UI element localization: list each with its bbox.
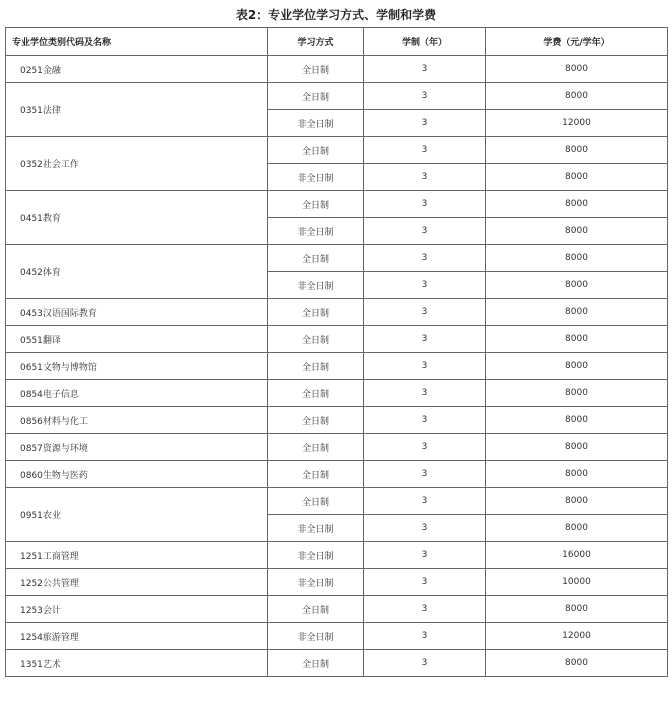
table-row <box>6 569 668 596</box>
duration-cell: 3 <box>364 488 486 515</box>
duration-cell: 3 <box>364 407 486 434</box>
tuition-cell: 8000 <box>486 650 668 677</box>
program-name-cell: 0860生物与医药 <box>6 461 268 488</box>
program-name-cell: 0351法律 <box>6 83 268 137</box>
study-mode-cell: 全日制 <box>268 326 364 353</box>
study-mode-cell: 非全日制 <box>268 218 364 245</box>
table-title: 表2：专业学位学习方式、学制和学费 <box>235 8 437 22</box>
tuition-cell: 8000 <box>486 461 668 488</box>
tuition-cell: 8000 <box>486 326 668 353</box>
table-row <box>6 380 668 407</box>
duration-cell: 3 <box>364 164 486 191</box>
study-mode-cell: 全日制 <box>268 488 364 515</box>
table-row <box>6 461 668 488</box>
duration-cell: 3 <box>364 56 486 83</box>
tuition-table <box>5 27 668 677</box>
tuition-cell: 8000 <box>486 299 668 326</box>
tuition-cell: 8000 <box>486 191 668 218</box>
duration-cell: 3 <box>364 137 486 164</box>
study-mode-cell: 全日制 <box>268 407 364 434</box>
study-mode-cell: 非全日制 <box>268 110 364 137</box>
table-row <box>6 407 668 434</box>
program-name-cell: 0854电子信息 <box>6 380 268 407</box>
table-row <box>6 623 668 650</box>
table-row <box>6 56 668 83</box>
header-program-code: 专业学位类别代码及名称 <box>6 28 268 56</box>
tuition-cell: 8000 <box>486 596 668 623</box>
tuition-cell: 8000 <box>486 515 668 542</box>
study-mode-cell: 全日制 <box>268 191 364 218</box>
duration-cell: 3 <box>364 83 486 110</box>
study-mode-cell: 全日制 <box>268 650 364 677</box>
tuition-cell: 8000 <box>486 272 668 299</box>
duration-cell: 3 <box>364 434 486 461</box>
tuition-cell: 16000 <box>486 542 668 569</box>
duration-cell: 3 <box>364 326 486 353</box>
program-name-cell: 0551翻译 <box>6 326 268 353</box>
tuition-cell: 8000 <box>486 353 668 380</box>
table-row <box>6 326 668 353</box>
header-study-mode: 学习方式 <box>268 28 364 56</box>
program-name-cell: 0451教育 <box>6 191 268 245</box>
table-row <box>6 191 668 218</box>
program-name-cell: 0453汉语国际教育 <box>6 299 268 326</box>
program-name-cell: 0856材料与化工 <box>6 407 268 434</box>
study-mode-cell: 全日制 <box>268 83 364 110</box>
duration-cell: 3 <box>364 542 486 569</box>
program-name-cell: 1251工商管理 <box>6 542 268 569</box>
table-row <box>6 596 668 623</box>
table-row <box>6 488 668 515</box>
header-tuition: 学费（元/学年） <box>486 28 668 56</box>
duration-cell: 3 <box>364 299 486 326</box>
duration-cell: 3 <box>364 272 486 299</box>
table-row <box>6 299 668 326</box>
duration-cell: 3 <box>364 110 486 137</box>
table-body <box>6 56 668 677</box>
tuition-cell: 8000 <box>486 218 668 245</box>
study-mode-cell: 非全日制 <box>268 623 364 650</box>
program-name-cell: 0651文物与博物馆 <box>6 353 268 380</box>
duration-cell: 3 <box>364 380 486 407</box>
study-mode-cell: 非全日制 <box>268 515 364 542</box>
tuition-cell: 8000 <box>486 83 668 110</box>
duration-cell: 3 <box>364 596 486 623</box>
duration-cell: 3 <box>364 650 486 677</box>
tuition-cell: 8000 <box>486 407 668 434</box>
duration-cell: 3 <box>364 245 486 272</box>
program-name-cell: 0951农业 <box>6 488 268 542</box>
duration-cell: 3 <box>364 623 486 650</box>
tuition-cell: 8000 <box>486 245 668 272</box>
tuition-cell: 8000 <box>486 137 668 164</box>
table-row <box>6 353 668 380</box>
study-mode-cell: 全日制 <box>268 461 364 488</box>
study-mode-cell: 全日制 <box>268 137 364 164</box>
program-name-cell: 0251金融 <box>6 56 268 83</box>
table-row <box>6 83 668 110</box>
study-mode-cell: 全日制 <box>268 245 364 272</box>
study-mode-cell: 非全日制 <box>268 272 364 299</box>
tuition-cell: 8000 <box>486 488 668 515</box>
study-mode-cell: 非全日制 <box>268 569 364 596</box>
duration-cell: 3 <box>364 353 486 380</box>
duration-cell: 3 <box>364 191 486 218</box>
header-duration: 学制（年） <box>364 28 486 56</box>
tuition-cell: 12000 <box>486 110 668 137</box>
duration-cell: 3 <box>364 569 486 596</box>
table-row <box>6 434 668 461</box>
study-mode-cell: 全日制 <box>268 596 364 623</box>
program-name-cell: 0452体育 <box>6 245 268 299</box>
study-mode-cell: 全日制 <box>268 380 364 407</box>
program-name-cell: 1253会计 <box>6 596 268 623</box>
table-row <box>6 245 668 272</box>
duration-cell: 3 <box>364 515 486 542</box>
tuition-cell: 12000 <box>486 623 668 650</box>
program-name-cell: 1252公共管理 <box>6 569 268 596</box>
study-mode-cell: 非全日制 <box>268 164 364 191</box>
tuition-cell: 8000 <box>486 56 668 83</box>
program-name-cell: 1351艺术 <box>6 650 268 677</box>
study-mode-cell: 非全日制 <box>268 542 364 569</box>
study-mode-cell: 全日制 <box>268 353 364 380</box>
program-name-cell: 1254旅游管理 <box>6 623 268 650</box>
study-mode-cell: 全日制 <box>268 56 364 83</box>
program-name-cell: 0857资源与环境 <box>6 434 268 461</box>
program-name-cell: 0352社会工作 <box>6 137 268 191</box>
study-mode-cell: 全日制 <box>268 299 364 326</box>
tuition-cell: 8000 <box>486 164 668 191</box>
tuition-cell: 8000 <box>486 434 668 461</box>
table-row <box>6 650 668 677</box>
tuition-cell: 10000 <box>486 569 668 596</box>
table-row <box>6 542 668 569</box>
tuition-cell: 8000 <box>486 380 668 407</box>
table-row <box>6 137 668 164</box>
duration-cell: 3 <box>364 218 486 245</box>
table-header-row <box>6 28 668 56</box>
study-mode-cell: 全日制 <box>268 434 364 461</box>
duration-cell: 3 <box>364 461 486 488</box>
